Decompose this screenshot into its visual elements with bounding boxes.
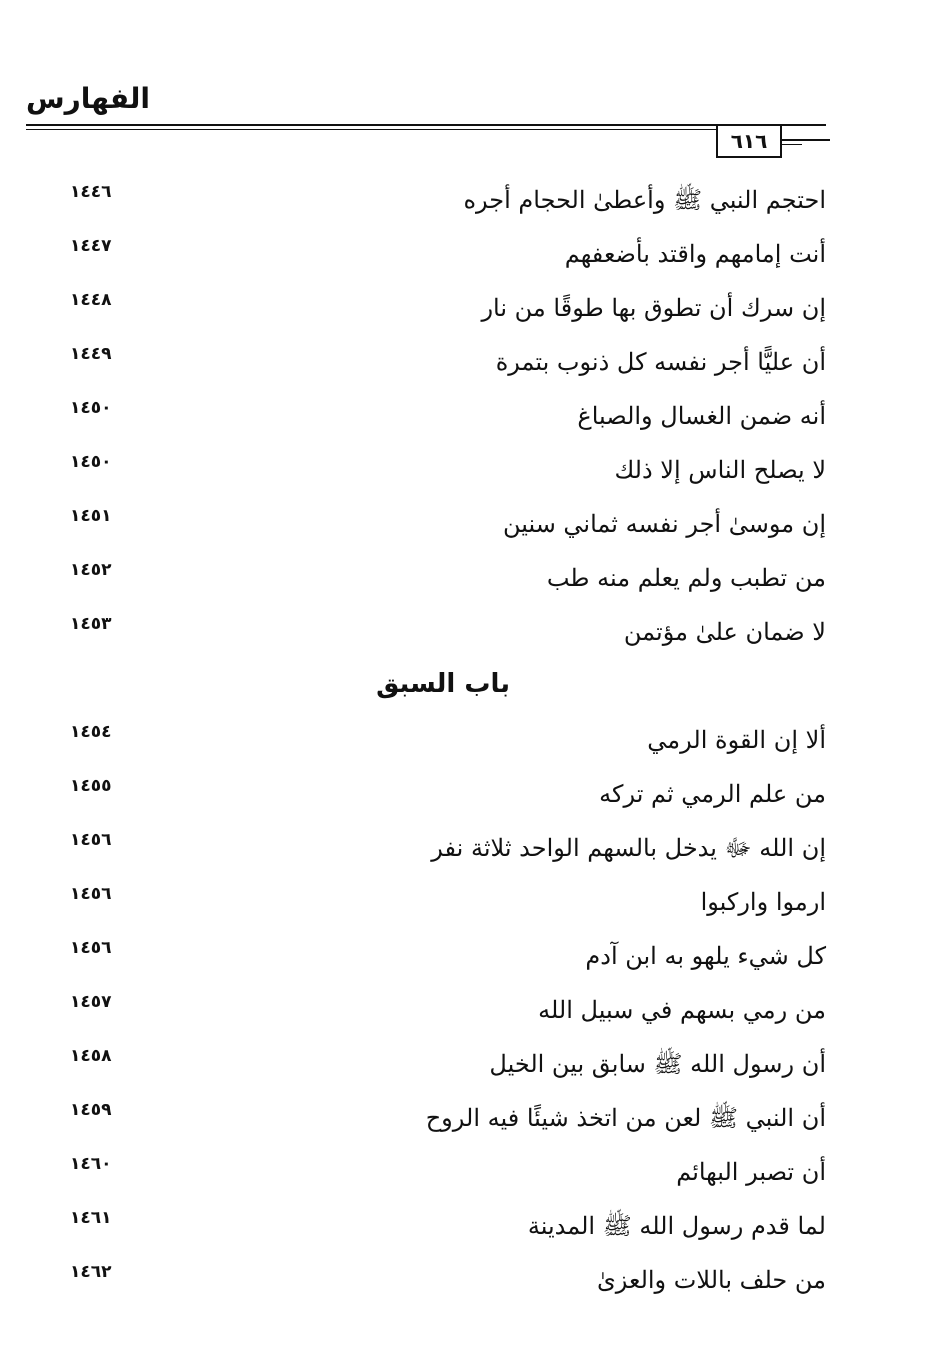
entry-page-number: ١٤٥٦ <box>70 938 112 958</box>
entry-page-number: ١٤٤٦ <box>70 182 112 202</box>
entry-page-number: ١٤٥٤ <box>70 722 112 742</box>
entry-text: ارموا واركبوا <box>700 888 826 916</box>
entry-page-number: ١٤٥٨ <box>70 1046 112 1066</box>
entry-text: لا ضمان علىٰ مؤتمن <box>623 618 826 646</box>
index-entry <box>0 556 934 600</box>
index-entry <box>0 232 934 276</box>
entry-text: من علم الرمي ثم تركه <box>599 780 826 808</box>
entry-text: من رمي بسهم في سبيل الله <box>538 996 826 1024</box>
entry-text: من تطبب ولم يعلم منه طب <box>546 564 826 592</box>
entry-page-number: ١٤٥٣ <box>70 614 112 634</box>
entry-text: أن عليًّا أجر نفسه كل ذنوب بتمرة <box>495 348 826 376</box>
index-entry <box>0 1096 934 1140</box>
entry-page-number: ١٤٥٥ <box>70 776 112 796</box>
entry-page-number: ١٤٥٦ <box>70 830 112 850</box>
header-rule <box>26 124 826 126</box>
entry-text: أن تصبر البهائم <box>676 1158 826 1186</box>
entry-text: أن رسول الله ﷺ سابق بين الخيل <box>489 1050 826 1078</box>
index-entry <box>0 826 934 870</box>
entry-text: أنت إمامهم واقتد بأضعفهم <box>564 240 826 268</box>
entry-page-number: ١٤٤٧ <box>70 236 112 256</box>
entry-text: أنه ضمن الغسال والصباغ <box>577 402 826 430</box>
index-entry <box>0 988 934 1032</box>
page-number-rule-thin <box>782 144 802 145</box>
entry-page-number: ١٤٤٩ <box>70 344 112 364</box>
entry-page-number: ١٤٥٧ <box>70 992 112 1012</box>
entry-text: لما قدم رسول الله ﷺ المدينة <box>527 1212 826 1240</box>
entry-page-number: ١٤٦٢ <box>70 1262 112 1282</box>
entry-text: احتجم النبي ﷺ وأعطىٰ الحجام أجره <box>463 186 826 214</box>
entry-page-number: ١٤٦٠ <box>70 1154 112 1174</box>
entry-page-number: ١٤٥٢ <box>70 560 112 580</box>
index-entry <box>0 1150 934 1194</box>
index-entry <box>0 1204 934 1248</box>
page-number: ٦١٦ <box>716 124 782 158</box>
entry-text: إن الله ﷻ يدخل بالسهم الواحد ثلاثة نفر <box>431 834 826 862</box>
index-entry <box>0 934 934 978</box>
entry-page-number: ١٤٥٠ <box>70 452 112 472</box>
index-entry <box>0 502 934 546</box>
entry-text: إن سرك أن تطوق بها طوقًا من نار <box>481 294 826 322</box>
entry-page-number: ١٤٥٠ <box>70 398 112 418</box>
entry-page-number: ١٤٥٦ <box>70 884 112 904</box>
entry-page-number: ١٤٥١ <box>70 506 112 526</box>
index-entry <box>0 1042 934 1086</box>
index-entry <box>0 1258 934 1302</box>
index-entry <box>0 448 934 492</box>
index-entry <box>0 880 934 924</box>
index-entry <box>0 286 934 330</box>
header-rule-thin <box>26 129 716 130</box>
index-entry <box>0 394 934 438</box>
entry-text: كل شيء يلهو به ابن آدم <box>585 942 826 970</box>
index-entry <box>0 340 934 384</box>
index-entry <box>0 610 934 654</box>
entry-page-number: ١٤٦١ <box>70 1208 112 1228</box>
entry-page-number: ١٤٥٩ <box>70 1100 112 1120</box>
page-number-rule <box>782 139 830 141</box>
index-entry <box>0 718 934 762</box>
entry-text: من حلف باللات والعزىٰ <box>596 1266 826 1294</box>
entry-page-number: ١٤٤٨ <box>70 290 112 310</box>
entry-text: إن موسىٰ أجر نفسه ثماني سنين <box>502 510 826 538</box>
index-entry <box>0 772 934 816</box>
index-entry <box>0 178 934 222</box>
section-heading: باب السبق <box>376 669 510 699</box>
entry-text: ألا إن القوة الرمي <box>647 726 826 754</box>
running-title: الفهارس <box>26 82 151 115</box>
entry-text: أن النبي ﷺ لعن من اتخذ شيئًا فيه الروح <box>425 1104 826 1132</box>
entry-text: لا يصلح الناس إلا ذلك <box>614 456 826 484</box>
